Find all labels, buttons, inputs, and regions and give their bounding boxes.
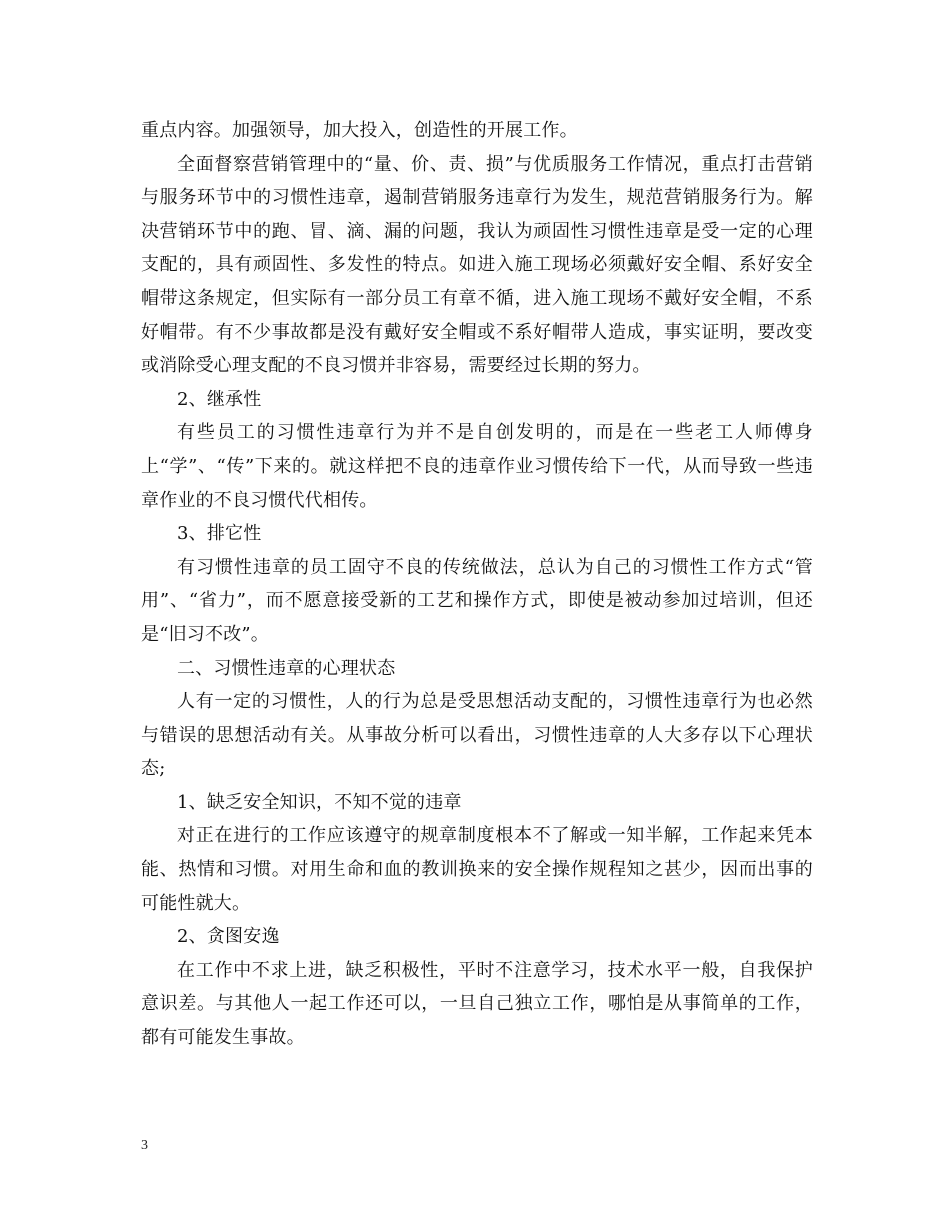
section-heading: 2、继承性 <box>177 388 262 410</box>
page-number: 3 <box>141 1138 148 1153</box>
paragraph: 重点内容。加强领导，加大投入，创造性的开展工作。 <box>141 120 578 141</box>
paragraph: 有些员工的习惯性违章行为并不是自创发明的，而是在一些老工人师傅身上“学”、“传”下来的。就这样把不良的违章作业习惯传给下一代，从而导致一些违章作业的不良习惯代代相传。 <box>141 422 813 511</box>
section-heading: 3、排它性 <box>177 523 262 545</box>
paragraph: 在工作中不求上进，缺乏积极性，平时不注意学习，技术水平一般，自我保护意识差。与其他人一起工作还可以，一旦自己独立工作，哪怕是从事简单的工作，都有可能发生事故。 <box>141 959 813 1049</box>
paragraph: 全面督察营销管理中的“量、价、责、损”与优质服务工作情况，重点打击营销与服务环节中的习惯性违章，遏制营销服务违章行为发生，规范营销服务行为。解决营销环节中的跑、冒、滴、漏的问题，我认为顽固性习惯性违章是受一定的心理支配的，具有顽固性、多发性的特点。如进入施工现场必须戴好安全帽、系好安全帽带这条规定，但实际有一部分员工有章不循，进入施工现场不戴好安全帽，不系好帽带。有不少事故都是没有戴好安全帽或不系好帽带人造成，事实证明，要改变或消除受心理支配的不良习惯并非容易，需要经过长期的努力。 <box>141 153 813 377</box>
section-heading: 2、贪图安逸 <box>177 926 280 948</box>
paragraph: 对正在进行的工作应该遵守的规章制度根本不了解或一知半解，工作起来凭本能、热情和习惯。对用生命和血的教训换来的安全操作规程知之甚少，因而出事的可能性就大。 <box>141 825 813 914</box>
paragraph: 有习惯性违章的员工固守不良的传统做法，总认为自己的习惯性工作方式“管用”、“省力”，而不愿意接受新的工艺和操作方式，即使是被动参加过培训，但还是“旧习不改”。 <box>141 556 813 645</box>
section-heading: 1、缺乏安全知识，不知不觉的违章 <box>177 791 462 813</box>
paragraph: 人有一定的习惯性，人的行为总是受思想活动支配的，习惯性违章行为也必然与错误的思想活动有关。从事故分析可以看出，习惯性违章的人大多存以下心理状态; <box>141 691 813 780</box>
document-body <box>141 114 813 1055</box>
section-heading: 二、习惯性违章的心理状态 <box>177 657 396 679</box>
